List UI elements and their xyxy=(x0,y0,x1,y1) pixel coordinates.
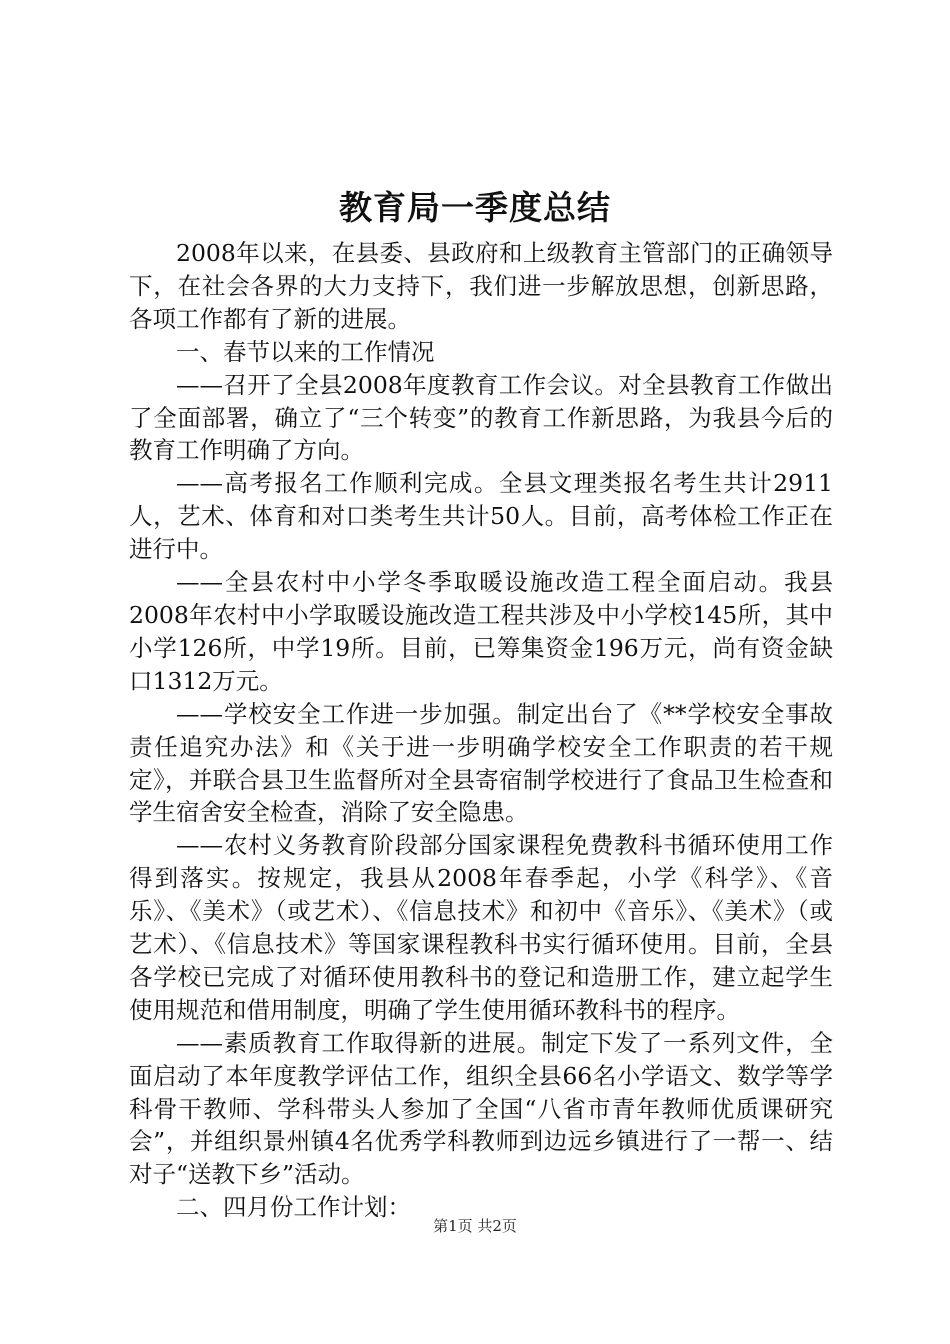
paragraph-quality-education: ——素质教育工作取得新的进展。制定下发了一系列文件，全面启动了本年度教学评估工作，组织全县66名小学语文、数学等学科骨干教师、学科带头人参加了全国“八省市青年教师优质课研究会”，并组织景州镇4名优秀学科教师到边远乡镇进行了一帮一、结对子“送教下乡”活动。 xyxy=(129,1028,833,1189)
paragraph-heating-renovation: ——全县农村中小学冬季取暖设施改造工程全面启动。我县2008年农村中小学取暖设施改造工程共涉及中小学校145所，其中小学126所，中学19所。目前，已筹集资金196万元，尚有资金缺口1312万元。 xyxy=(129,568,833,695)
page-number-footer: 第1页 共2页 xyxy=(433,1217,517,1235)
paragraph-intro: 2008年以来，在县委、县政府和上级教育主管部门的正确领导下，在社会各界的大力支持下，我们进一步解放思想，创新思路，各项工作都有了新的进展。 xyxy=(129,239,833,333)
paragraph-textbook-recycling: ——农村义务教育阶段部分国家课程免费教科书循环使用工作得到落实。按规定，我县从2008年春季起，小学《科学》、《音乐》、《美术》（或艺术）、《信息技术》和初中《音乐》、《美术》（或艺术）、《信息技术》等国家课程教科书实行循环使用。目前，全县各学校已完成了对循环使用教科书的登记和造册工作，建立起学生使用规范和借用制度，明确了学生使用循环教科书的程序。 xyxy=(129,831,833,1024)
document-title: 教育局一季度总结 xyxy=(339,188,611,227)
section-heading-1: 一、春节以来的工作情况 xyxy=(176,337,435,366)
paragraph-meeting: ——召开了全县2008年度教育工作会议。对全县教育工作做出了全面部署，确立了“三个转变”的教育工作新思路，为我县今后的教育工作明确了方向。 xyxy=(129,370,833,465)
section-heading-2: 二、四月份工作计划： xyxy=(176,1193,411,1222)
paragraph-school-safety: ——学校安全工作进一步加强。制定出台了《**学校安全事故责任追究办法》和《关于进一步明确学校安全工作职责的若干规定》，并联合县卫生监督所对全县寄宿制学校进行了食品卫生检查和学生宿舍安全检查，消除了安全隐患。 xyxy=(129,699,833,827)
document-body xyxy=(129,237,833,1224)
paragraph-exam-registration: ——高考报名工作顺利完成。全县文理类报名考生共计2911人，艺术、体育和对口类考生共计50人。目前，高考体检工作正在进行中。 xyxy=(129,469,833,564)
